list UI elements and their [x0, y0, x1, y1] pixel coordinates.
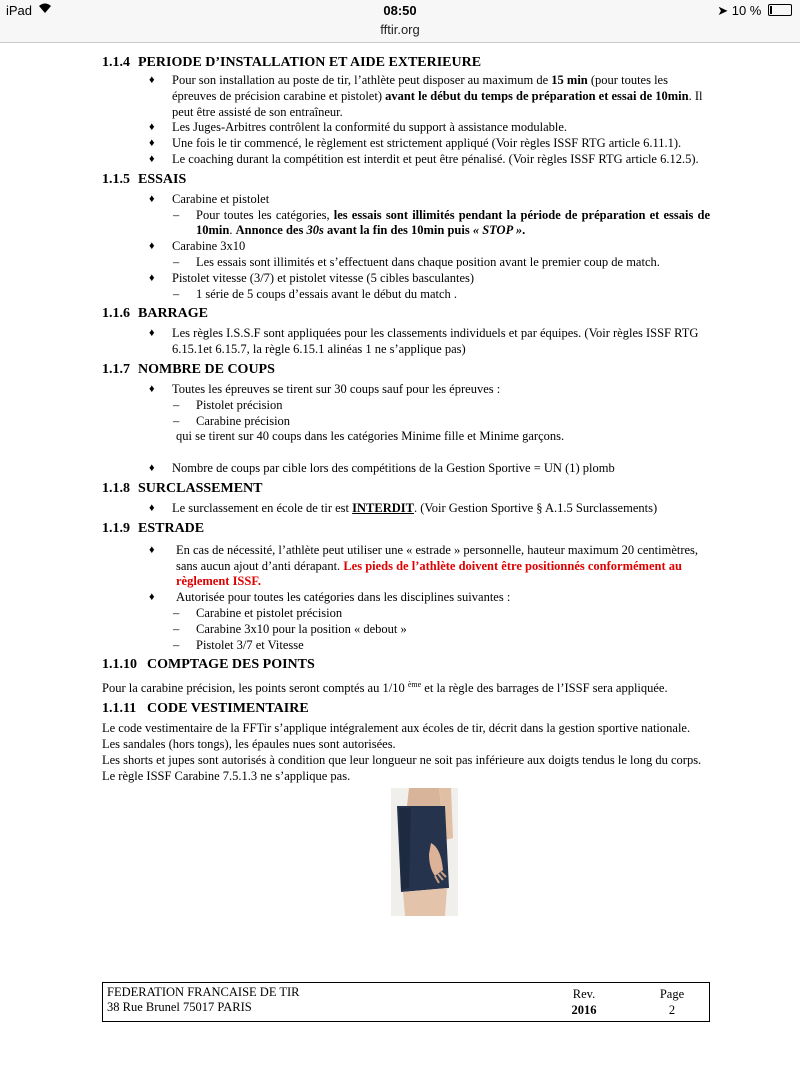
diamond-bullet-icon: ♦	[149, 74, 155, 86]
footer-page-number: Page 2	[659, 987, 685, 1017]
dash-bullet-icon: –	[173, 621, 180, 636]
section-1-1-7-heading: 1.1.7 NOMBRE DE COUPS	[102, 361, 275, 377]
diamond-bullet-icon: ♦	[149, 137, 155, 150]
dash-bullet-icon: –	[173, 286, 180, 301]
bullet-item: ♦ Carabine 3x10	[149, 239, 246, 254]
bullet-item: ♦ Une fois le tir commencé, le règlement est strictement appliqué (Voir règles ISSF RTG article 6.11.1).	[149, 136, 682, 151]
dash-bullet-icon: –	[173, 413, 180, 428]
dash-bullet-icon: –	[173, 637, 180, 652]
paragraph: Pour la carabine précision, les points seront comptés au 1/10 $^{ème}$ et la règle des barrages de l’ISSF sera appliquée.	[102, 680, 668, 696]
diamond-bullet-icon: ♦	[149, 382, 155, 395]
paragraph: Le règle ISSF Carabine 7.5.1.3 ne s’applique pas.	[102, 768, 351, 783]
sub-bullet-item: – 1 série de 5 coups d’essais avant le début du match .	[173, 286, 458, 301]
clock: 08:50	[383, 3, 417, 18]
paragraph: Les shorts et jupes sont autorisés à condition que leur longueur ne soit pas inférieure aux doigts tendus le long du corps.	[102, 752, 702, 767]
page-footer	[102, 982, 710, 1022]
sub-bullet-item: – Pistolet 3/7 et Vitesse	[173, 637, 304, 652]
bullet-item: ♦ Toutes les épreuves se tirent sur 30 coups sauf pour les épreuves :	[149, 381, 501, 396]
section-1-1-5-heading: 1.1.5 ESSAIS	[102, 171, 187, 187]
location-arrow-icon: ➤	[717, 3, 729, 18]
diamond-bullet-icon: ♦	[149, 240, 155, 253]
section-1-1-11-heading: 1.1.11 CODE VESTIMENTAIRE	[102, 701, 309, 717]
dash-bullet-icon: –	[173, 254, 180, 269]
diamond-bullet-icon: ♦	[149, 271, 155, 284]
sub-bullet-item: – Carabine précision	[173, 413, 291, 428]
paragraph: Les sandales (hors tongs), les épaules nues sont autorisées.	[102, 737, 396, 752]
url-text: fftir.org	[380, 22, 420, 37]
section-1-1-9-heading: 1.1.9 ESTRADE	[102, 520, 205, 536]
sub-bullet-item: – Pistolet précision	[173, 397, 283, 412]
paragraph: Le code vestimentaire de la FFTir s’applique intégralement aux écoles de tir, décrit dans la gestion sportive nationale.	[102, 721, 691, 736]
sub-bullet-item: – Carabine et pistolet précision	[173, 605, 343, 620]
bullet-item: ♦ Pistolet vitesse (3/7) et pistolet vitesse (5 cibles basculantes)	[149, 270, 475, 285]
shorts-length-photo	[391, 788, 458, 916]
bullet-item: ♦ Pour son installation au poste de tir, l’athlète peut disposer au maximum de 15 min (pour toutes les épreuves de précision carabine et pistolet) avant le début du temps de préparation et essai de 10min. Il peut être assisté de son entraîneur.	[149, 73, 703, 119]
bullet-item: ♦ Carabine et pistolet	[149, 191, 270, 206]
diamond-bullet-icon: ♦	[149, 327, 155, 340]
section-1-1-4-heading: 1.1.4 PERIODE D’INSTALLATION ET AIDE EXTERIEURE	[102, 55, 482, 70]
diamond-bullet-icon: ♦	[149, 121, 155, 134]
bullet-item: ♦ Autorisée pour toutes les catégories dans les disciplines suivantes :	[149, 590, 511, 605]
battery-icon	[768, 4, 792, 16]
diamond-bullet-icon: ♦	[149, 543, 155, 556]
diamond-bullet-icon: ♦	[149, 462, 155, 475]
diamond-bullet-icon: ♦	[149, 501, 155, 514]
section-1-1-10-heading: 1.1.10 COMPTAGE DES POINTS	[102, 657, 315, 673]
diamond-bullet-icon: ♦	[149, 152, 155, 165]
sub-bullet-item: – Les essais sont illimités et s’effectuent dans chaque position avant le premier coup de match.	[173, 254, 660, 269]
diamond-bullet-icon: ♦	[149, 591, 155, 604]
dash-bullet-icon: –	[173, 605, 180, 620]
bullet-item: ♦ Le coaching durant la compétition est interdit et peut être pénalisé. (Voir règles ISSF RTG article 6.12.5).	[149, 151, 699, 166]
address-bar[interactable]	[0, 20, 800, 43]
footer-organization: FEDERATION FRANCAISE DE TIR 38 Rue Brunel 75017 PARIS	[107, 985, 300, 1014]
bullet-item: ♦ Les règles I.S.S.F sont appliquées pour les classements individuels et par équipes. (Voir règles ISSF RTG 6.15.1et 6.15.7, la règle 6.15.1 alinéas 1 ne s’applique pas)	[149, 326, 699, 357]
sub-bullet-item: – Carabine 3x10 pour la position « debout »	[173, 621, 407, 636]
document-content	[102, 53, 710, 784]
note-text: qui se tirent sur 40 coups dans les catégories Minime fille et Minime garçons.	[176, 429, 565, 444]
bullet-item: ♦ Les Juges-Arbitres contrôlent la conformité du support à assistance modulable.	[149, 120, 568, 135]
section-1-1-6-heading: 1.1.6 BARRAGE	[102, 306, 209, 322]
bullet-item: ♦ Le surclassement en école de tir est INTERDIT. (Voir Gestion Sportive § A.1.5 Surclassements)	[149, 500, 658, 515]
dash-bullet-icon: –	[173, 207, 180, 222]
bullet-item: ♦ Nombre de coups par cible lors des compétitions de la Gestion Sportive = UN (1) plomb	[149, 461, 615, 476]
document-page	[0, 43, 800, 1067]
battery-percent: 10 %	[731, 3, 762, 18]
device-name: iPad	[6, 3, 33, 18]
dash-bullet-icon: –	[173, 397, 180, 412]
footer-revision: Rev. 2016	[571, 987, 597, 1017]
status-bar	[0, 0, 800, 20]
diamond-bullet-icon: ♦	[149, 192, 155, 205]
section-1-1-8-heading: 1.1.8 SURCLASSEMENT	[102, 480, 263, 496]
sub-bullet-item: – Pour toutes les catégories, les essais sont illimités pendant la période de préparation et essais de 10min. Annonce des 30s avant la fin des 10min puis « STOP ».	[173, 207, 710, 238]
bullet-item: ♦ En cas de nécessité, l’athlète peut utiliser une « estrade » personnelle, hauteur maximum 20 centimètres, sans aucun ajout d’anti dérapant. Les pieds de l’athlète doivent être positionnés conformément au règlement ISSF.	[149, 542, 699, 589]
status-right	[717, 3, 792, 19]
